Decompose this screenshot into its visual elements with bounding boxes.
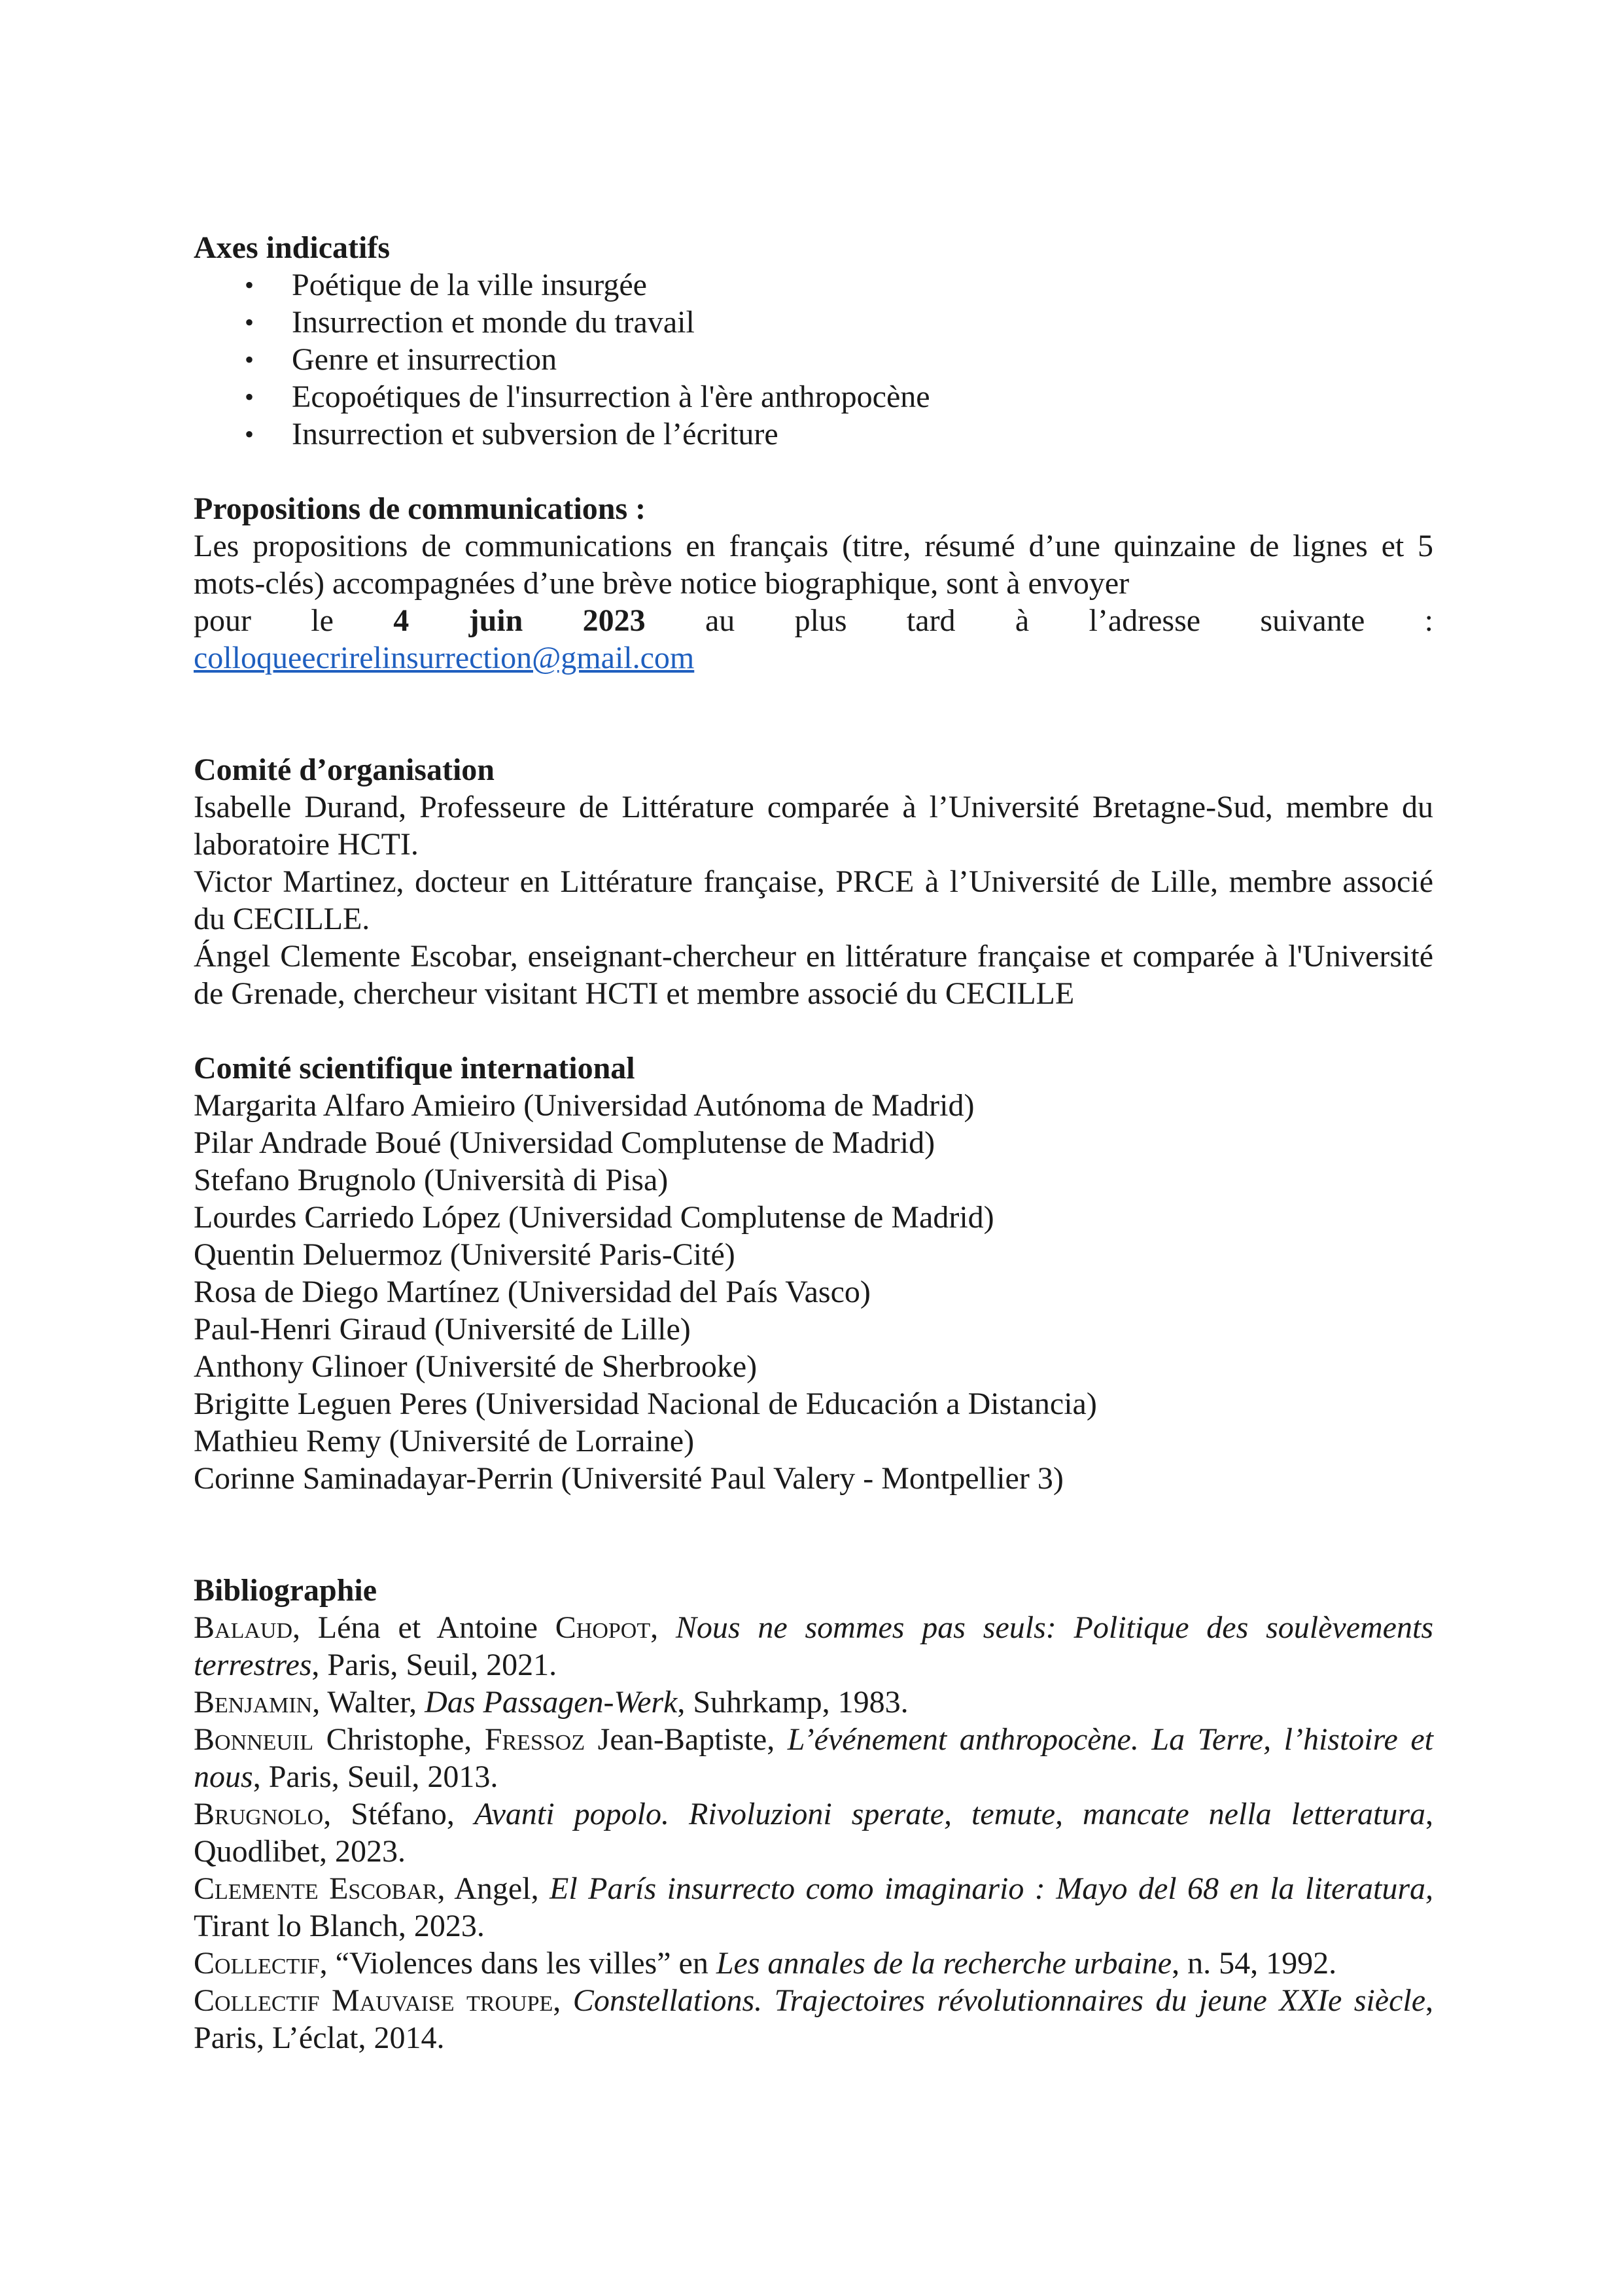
scientifique-member: Pilar Andrade Boué (Universidad Complutense de Madrid)	[194, 1125, 935, 1160]
propositions-section	[194, 490, 1433, 677]
bib-entry	[194, 1721, 1433, 1795]
scientifique-title: Comité scientifique international	[194, 1051, 635, 1086]
bib-entry	[194, 1870, 1433, 1945]
propositions-deadline-line	[194, 602, 1433, 639]
deadline-post: au plus tard à l’adresse suivante :	[705, 603, 1434, 638]
organisation-member: Ángel Clemente Escobar, enseignant-chercheur en littérature française et comparée à l'Université de Grenade, chercheur visitant HCTI et membre associé du CECILLE	[194, 939, 1433, 1011]
organisation-member: Victor Martinez, docteur en Littérature française, PRCE à l’Université de Lille, membre associé du CECILLE.	[194, 864, 1433, 936]
bib-author: Collectif	[194, 1946, 320, 1981]
scientifique-member: Corinne Saminadayar-Perrin (Université Paul Valery - Montpellier 3)	[194, 1461, 1064, 1496]
bib-author: Collectif Mauvaise troupe	[194, 1983, 553, 2018]
bib-entry	[194, 1795, 1433, 1870]
deadline-date: 4 juin 2023	[393, 603, 646, 638]
bib-text: , Walter,	[312, 1685, 425, 1720]
bib-author: Bonneuil	[194, 1722, 314, 1757]
bib-text: , “Violences dans les villes” en	[319, 1946, 716, 1981]
bib-title: El París insurrecto como imaginario : Mayo del 68 en la literatura,	[550, 1871, 1434, 1906]
bib-author: Chopot	[555, 1610, 651, 1645]
organisation-member: Isabelle Durand, Professeure de Littérature comparée à l’Université Bretagne-Sud, membre du laboratoire HCTI.	[194, 790, 1433, 862]
deadline-pre: pour le	[194, 603, 334, 638]
axes-list	[194, 266, 1433, 453]
list-item: • Poétique de la ville insurgée	[292, 266, 1433, 304]
scientifique-member: Stefano Brugnolo (Università di Pisa)	[194, 1163, 669, 1197]
bib-rest: , Paris, Seuil, 2021.	[311, 1648, 557, 1682]
scientifique-member: Paul-Henri Giraud (Université de Lille)	[194, 1312, 691, 1347]
bib-title: Avanti popolo. Rivoluzioni sperate, temute, mancate nella letteratura	[474, 1797, 1426, 1831]
bib-title: Les annales de la recherche urbaine	[716, 1946, 1172, 1981]
bibliographie-section	[194, 1572, 1433, 2057]
bib-title: Das Passagen-Werk	[425, 1685, 678, 1720]
scientifique-member: Margarita Alfaro Amieiro (Universidad Autónoma de Madrid)	[194, 1088, 975, 1123]
propositions-text: Les propositions de communications en français (titre, résumé d’une quinzaine de lignes et 5 mots-clés) accompagnées d’une brève notice biographique, sont à envoyer	[194, 529, 1433, 601]
axes-section	[194, 229, 1433, 453]
bib-entry	[194, 1945, 1433, 1982]
axes-title: Axes indicatifs	[194, 230, 390, 265]
scientifique-member: Mathieu Remy (Université de Lorraine)	[194, 1424, 695, 1458]
list-item: • Ecopoétiques de l'insurrection à l'ère anthropocène	[292, 378, 1433, 415]
bib-text: , Angel,	[437, 1871, 550, 1906]
bib-rest: , Suhrkamp, 1983.	[677, 1685, 909, 1720]
bib-rest: , Paris, Seuil, 2013.	[253, 1759, 498, 1794]
scientifique-member: Quentin Deluermoz (Université Paris-Cité)	[194, 1237, 735, 1272]
bib-text: , Léna et Antoine	[292, 1610, 555, 1645]
scientifique-member: Lourdes Carriedo López (Universidad Complutense de Madrid)	[194, 1200, 994, 1235]
scientifique-section	[194, 1050, 1433, 1497]
bib-rest: Tirant lo Blanch, 2023.	[194, 1909, 485, 1943]
scientifique-member: Brigitte Leguen Peres (Universidad Nacional de Educación a Distancia)	[194, 1386, 1097, 1421]
spacer	[194, 1012, 1433, 1050]
scientifique-member: Rosa de Diego Martínez (Universidad del País Vasco)	[194, 1275, 871, 1309]
bib-author: Clemente Escobar	[194, 1871, 438, 1906]
bib-entry	[194, 1609, 1433, 1684]
bib-text: Christophe,	[313, 1722, 485, 1757]
bib-rest: , Quodlibet, 2023.	[194, 1797, 1434, 1869]
bib-text: , Stéfano,	[323, 1797, 474, 1831]
bib-author: Benjamin	[194, 1685, 313, 1720]
spacer	[194, 1497, 1433, 1572]
organisation-title: Comité d’organisation	[194, 752, 495, 787]
bib-author: Brugnolo	[194, 1797, 324, 1831]
bib-text: ,	[650, 1610, 676, 1645]
list-item: • Insurrection et monde du travail	[292, 304, 1433, 341]
spacer	[194, 453, 1433, 490]
bib-title: L’événement anthropocène. La Terre, l’histoire et nous	[194, 1722, 1434, 1794]
scientifique-member: Anthony Glinoer (Université de Sherbrooke)	[194, 1349, 758, 1384]
bib-entry	[194, 1982, 1433, 2057]
bib-text: ,	[553, 1983, 573, 2018]
bib-title: Nous ne sommes pas seuls: Politique des soulèvements terrestres	[194, 1610, 1433, 1682]
propositions-title: Propositions de communications :	[194, 491, 646, 526]
contact-email-link[interactable]: colloqueecrirelinsurrection@gmail.com	[194, 641, 695, 675]
list-item: • Genre et insurrection	[292, 341, 1433, 378]
bibliographie-title: Bibliographie	[194, 1573, 377, 1608]
bib-title: Constellations. Trajectoires révolutionnaires du jeune XXIe siècle	[572, 1983, 1426, 2018]
bib-text: Jean-Baptiste,	[585, 1722, 788, 1757]
bib-rest: , n. 54, 1992.	[1172, 1946, 1337, 1981]
bib-author: Fressoz	[484, 1722, 585, 1757]
list-item: • Insurrection et subversion de l’écriture	[292, 415, 1433, 453]
bib-entry	[194, 1684, 1433, 1721]
bib-author: Balaud	[194, 1610, 292, 1645]
organisation-section	[194, 751, 1433, 1012]
spacer	[194, 677, 1433, 751]
bib-rest: , Paris, L’éclat, 2014.	[194, 1983, 1434, 2055]
